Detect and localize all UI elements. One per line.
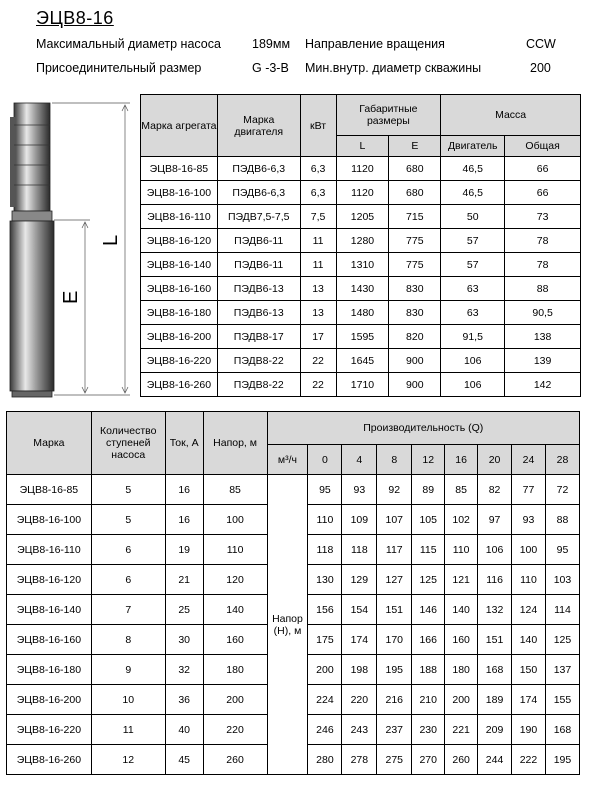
cell-mass-total: 138 xyxy=(505,325,581,349)
cell-e: 900 xyxy=(389,373,441,397)
header-mass: Масса xyxy=(441,95,581,136)
cell-mass-total: 88 xyxy=(505,277,581,301)
cell-current: 36 xyxy=(165,685,203,715)
cell-flow-value: 243 xyxy=(342,715,377,745)
header-current: Ток, А xyxy=(165,412,203,475)
cell-flow-value: 88 xyxy=(545,505,579,535)
cell-current: 25 xyxy=(165,595,203,625)
cell-e: 680 xyxy=(389,181,441,205)
cell-flow-value: 237 xyxy=(377,715,412,745)
connection-label: Присоединительный размер xyxy=(36,61,202,75)
cell-kw: 22 xyxy=(300,349,336,373)
header-motor: Марка двигателя xyxy=(217,95,300,157)
cell-head: 180 xyxy=(203,655,267,685)
cell-stages: 9 xyxy=(91,655,165,685)
cell-flow-value: 118 xyxy=(342,535,377,565)
cell-flow-value: 105 xyxy=(412,505,445,535)
cell-mark: ЭЦВ8-16-85 xyxy=(7,475,92,505)
cell-e: 715 xyxy=(389,205,441,229)
cell-flow-value: 93 xyxy=(342,475,377,505)
cell-mass-total: 78 xyxy=(505,229,581,253)
cell-flow-value: 222 xyxy=(512,745,546,775)
cell-flow-value: 168 xyxy=(478,655,512,685)
cell-current: 19 xyxy=(165,535,203,565)
cell-mark: ЭЦВ8-16-180 xyxy=(7,655,92,685)
cell-mark: ЭЦВ8-16-100 xyxy=(7,505,92,535)
cell-mark: ЭЦВ8-16-110 xyxy=(7,535,92,565)
cell-e: 680 xyxy=(389,157,441,181)
table-row xyxy=(141,277,581,301)
header-flow: 4 xyxy=(342,445,377,475)
cell-flow-value: 110 xyxy=(445,535,478,565)
cell-flow-value: 72 xyxy=(545,475,579,505)
cell-mass-motor: 46,5 xyxy=(441,157,505,181)
cell-head: 260 xyxy=(203,745,267,775)
cell-kw: 22 xyxy=(300,373,336,397)
cell-flow-value: 124 xyxy=(512,595,546,625)
cell-l: 1310 xyxy=(336,253,389,277)
table-row xyxy=(141,349,581,373)
cell-flow-value: 151 xyxy=(478,625,512,655)
max-diameter-value: 189мм xyxy=(252,37,291,51)
cell-stages: 6 xyxy=(91,565,165,595)
cell-motor: ПЭДВ6-13 xyxy=(217,277,300,301)
header-flow: 28 xyxy=(545,445,579,475)
cell-motor: ПЭДВ6-11 xyxy=(217,253,300,277)
well-diameter-label: Мин.внутр. диаметр скважины xyxy=(305,61,482,75)
rotation-value: CCW xyxy=(526,37,556,51)
header-stages: Количество ступеней насоса xyxy=(91,412,165,475)
cell-l: 1120 xyxy=(336,181,389,205)
cell-head: 200 xyxy=(203,685,267,715)
header-l: L xyxy=(336,136,389,157)
cell-current: 40 xyxy=(165,715,203,745)
cell-flow-value: 125 xyxy=(412,565,445,595)
header-flow: 8 xyxy=(377,445,412,475)
cell-current: 16 xyxy=(165,505,203,535)
cell-flow-value: 115 xyxy=(412,535,445,565)
cell-flow-value: 150 xyxy=(512,655,546,685)
cell-flow-value: 220 xyxy=(342,685,377,715)
cell-flow-value: 95 xyxy=(308,475,342,505)
cell-flow-value: 280 xyxy=(308,745,342,775)
cell-mass-motor: 63 xyxy=(441,301,505,325)
cell-kw: 6,3 xyxy=(300,157,336,181)
cell-unit: ЭЦВ8-16-200 xyxy=(141,325,218,349)
cell-flow-value: 195 xyxy=(377,655,412,685)
cell-current: 16 xyxy=(165,475,203,505)
rotation-label: Направление вращения xyxy=(305,37,445,51)
cell-flow-value: 221 xyxy=(445,715,478,745)
cell-motor: ПЭДВ7,5-7,5 xyxy=(217,205,300,229)
cell-current: 21 xyxy=(165,565,203,595)
cell-flow-value: 140 xyxy=(512,625,546,655)
cell-flow-value: 130 xyxy=(308,565,342,595)
cell-unit: ЭЦВ8-16-85 xyxy=(141,157,218,181)
table-header-row xyxy=(141,95,581,136)
cell-kw: 7,5 xyxy=(300,205,336,229)
cell-mass-total: 90,5 xyxy=(505,301,581,325)
cell-l: 1205 xyxy=(336,205,389,229)
cell-unit: ЭЦВ8-16-180 xyxy=(141,301,218,325)
cell-flow-value: 195 xyxy=(545,745,579,775)
cell-flow-value: 89 xyxy=(412,475,445,505)
cell-mass-total: 142 xyxy=(505,373,581,397)
cell-stages: 8 xyxy=(91,625,165,655)
label-l: L xyxy=(100,234,122,246)
cell-flow-value: 95 xyxy=(545,535,579,565)
cell-head: 85 xyxy=(203,475,267,505)
cell-head: 120 xyxy=(203,565,267,595)
cell-flow-value: 118 xyxy=(308,535,342,565)
cell-l: 1280 xyxy=(336,229,389,253)
performance-table xyxy=(6,411,580,775)
cell-motor: ПЭДВ6-13 xyxy=(217,301,300,325)
cell-mark: ЭЦВ8-16-220 xyxy=(7,715,92,745)
cell-l: 1120 xyxy=(336,157,389,181)
cell-unit: ЭЦВ8-16-160 xyxy=(141,277,218,301)
cell-motor: ПЭДВ6-11 xyxy=(217,229,300,253)
cell-mass-motor: 57 xyxy=(441,229,505,253)
cell-kw: 6,3 xyxy=(300,181,336,205)
cell-flow-value: 224 xyxy=(308,685,342,715)
cell-stages: 12 xyxy=(91,745,165,775)
cell-flow-value: 156 xyxy=(308,595,342,625)
header-dims: Габаритные размеры xyxy=(336,95,441,136)
cell-flow-value: 132 xyxy=(478,595,512,625)
cell-flow-value: 230 xyxy=(412,715,445,745)
header-head: Напор, м xyxy=(203,412,267,475)
cell-mass-motor: 63 xyxy=(441,277,505,301)
cell-flow-value: 174 xyxy=(342,625,377,655)
cell-flow-value: 174 xyxy=(512,685,546,715)
cell-unit: ЭЦВ8-16-120 xyxy=(141,229,218,253)
cell-motor: ПЭДВ8-22 xyxy=(217,373,300,397)
cell-flow-value: 200 xyxy=(308,655,342,685)
cell-flow-value: 270 xyxy=(412,745,445,775)
cell-mass-total: 139 xyxy=(505,349,581,373)
cell-e: 775 xyxy=(389,253,441,277)
cell-flow-value: 106 xyxy=(478,535,512,565)
cell-mark: ЭЦВ8-16-200 xyxy=(7,685,92,715)
cell-head: 100 xyxy=(203,505,267,535)
cell-flow-value: 137 xyxy=(545,655,579,685)
cell-e: 820 xyxy=(389,325,441,349)
cell-stages: 10 xyxy=(91,685,165,715)
cell-l: 1595 xyxy=(336,325,389,349)
cell-unit: ЭЦВ8-16-220 xyxy=(141,349,218,373)
cell-kw: 11 xyxy=(300,229,336,253)
cell-flow-value: 93 xyxy=(512,505,546,535)
cell-flow-value: 151 xyxy=(377,595,412,625)
cell-flow-value: 117 xyxy=(377,535,412,565)
cell-flow-value: 97 xyxy=(478,505,512,535)
header-e: E xyxy=(389,136,441,157)
header-kw: кВт xyxy=(300,95,336,157)
cell-flow-value: 175 xyxy=(308,625,342,655)
cell-l: 1710 xyxy=(336,373,389,397)
cell-flow-value: 140 xyxy=(445,595,478,625)
perf-header-row xyxy=(7,412,580,445)
table-row xyxy=(141,157,581,181)
cell-stages: 5 xyxy=(91,475,165,505)
header-flow-unit: м³/ч xyxy=(267,445,308,475)
pump-body xyxy=(10,103,54,397)
header-mass-motor: Двигатель xyxy=(441,136,505,157)
header-flow: 12 xyxy=(412,445,445,475)
table-row xyxy=(141,325,581,349)
cell-mass-motor: 46,5 xyxy=(441,181,505,205)
cell-flow-value: 189 xyxy=(478,685,512,715)
cell-head: 110 xyxy=(203,535,267,565)
header-flow: 20 xyxy=(478,445,512,475)
cell-unit: ЭЦВ8-16-140 xyxy=(141,253,218,277)
header-mark: Марка xyxy=(7,412,92,475)
cell-flow-value: 102 xyxy=(445,505,478,535)
table-row xyxy=(7,475,580,505)
header-flow: 24 xyxy=(512,445,546,475)
cell-e: 900 xyxy=(389,349,441,373)
cell-stages: 11 xyxy=(91,715,165,745)
cell-flow-value: 154 xyxy=(342,595,377,625)
cell-l: 1430 xyxy=(336,277,389,301)
cell-flow-value: 125 xyxy=(545,625,579,655)
table-row xyxy=(141,373,581,397)
cell-flow-value: 107 xyxy=(377,505,412,535)
cell-mark: ЭЦВ8-16-160 xyxy=(7,625,92,655)
label-e: E xyxy=(60,290,82,304)
cell-flow-value: 110 xyxy=(512,565,546,595)
header-productivity: Производительность (Q) xyxy=(267,412,580,445)
cell-flow-value: 209 xyxy=(478,715,512,745)
connection-value: G -3-B xyxy=(252,61,289,75)
header-unit: Марка агрегата xyxy=(141,95,218,157)
cell-kw: 11 xyxy=(300,253,336,277)
cell-mass-motor: 106 xyxy=(441,349,505,373)
table-row xyxy=(141,301,581,325)
cell-head: 160 xyxy=(203,625,267,655)
cell-e: 830 xyxy=(389,277,441,301)
cell-mass-total: 78 xyxy=(505,253,581,277)
cell-flow-value: 168 xyxy=(545,715,579,745)
cell-mark: ЭЦВ8-16-140 xyxy=(7,595,92,625)
cell-mark: ЭЦВ8-16-260 xyxy=(7,745,92,775)
cell-flow-value: 121 xyxy=(445,565,478,595)
table-row xyxy=(141,181,581,205)
cell-mass-motor: 106 xyxy=(441,373,505,397)
dimensions-table-body xyxy=(141,157,581,397)
cell-flow-value: 110 xyxy=(308,505,342,535)
table-row xyxy=(141,253,581,277)
table-row xyxy=(141,229,581,253)
cell-flow-value: 166 xyxy=(412,625,445,655)
cell-stages: 7 xyxy=(91,595,165,625)
cell-flow-value: 210 xyxy=(412,685,445,715)
cell-flow-value: 278 xyxy=(342,745,377,775)
cell-flow-value: 244 xyxy=(478,745,512,775)
cell-kw: 13 xyxy=(300,301,336,325)
cell-mass-total: 73 xyxy=(505,205,581,229)
cell-e: 775 xyxy=(389,229,441,253)
header-flow: 16 xyxy=(445,445,478,475)
cell-flow-value: 146 xyxy=(412,595,445,625)
cell-head: 140 xyxy=(203,595,267,625)
cell-flow-value: 260 xyxy=(445,745,478,775)
cell-unit: ЭЦВ8-16-100 xyxy=(141,181,218,205)
cell-flow-value: 188 xyxy=(412,655,445,685)
cell-flow-value: 127 xyxy=(377,565,412,595)
cell-motor: ПЭДВ8-22 xyxy=(217,349,300,373)
cell-unit: ЭЦВ8-16-110 xyxy=(141,205,218,229)
cell-flow-value: 160 xyxy=(445,625,478,655)
cell-flow-value: 129 xyxy=(342,565,377,595)
cell-flow-value: 77 xyxy=(512,475,546,505)
cell-stages: 5 xyxy=(91,505,165,535)
page-title: ЭЦВ8-16 xyxy=(36,8,114,28)
dimensions-table xyxy=(140,94,581,397)
header-flow: 0 xyxy=(308,445,342,475)
cell-flow-value: 109 xyxy=(342,505,377,535)
cell-mass-motor: 91,5 xyxy=(441,325,505,349)
cell-flow-value: 103 xyxy=(545,565,579,595)
cell-current: 45 xyxy=(165,745,203,775)
cell-flow-value: 92 xyxy=(377,475,412,505)
cell-l: 1480 xyxy=(336,301,389,325)
cell-flow-value: 216 xyxy=(377,685,412,715)
cell-mass-motor: 57 xyxy=(441,253,505,277)
performance-table-body xyxy=(7,475,580,775)
cell-flow-value: 190 xyxy=(512,715,546,745)
cell-mass-total: 66 xyxy=(505,157,581,181)
cell-flow-value: 85 xyxy=(445,475,478,505)
cell-flow-value: 275 xyxy=(377,745,412,775)
max-diameter-label: Максимальный диаметр насоса xyxy=(36,37,221,51)
cell-flow-value: 246 xyxy=(308,715,342,745)
header-mass-total: Общая xyxy=(505,136,581,157)
cell-mass-motor: 50 xyxy=(441,205,505,229)
pump-diagram xyxy=(0,95,140,405)
dimension-lines xyxy=(52,103,130,395)
cell-motor: ПЭДВ8-17 xyxy=(217,325,300,349)
cell-flow-value: 82 xyxy=(478,475,512,505)
cell-head: 220 xyxy=(203,715,267,745)
cell-kw: 17 xyxy=(300,325,336,349)
cell-e: 830 xyxy=(389,301,441,325)
cell-current: 30 xyxy=(165,625,203,655)
cell-stages: 6 xyxy=(91,535,165,565)
table-row xyxy=(141,205,581,229)
cell-flow-value: 198 xyxy=(342,655,377,685)
cell-l: 1645 xyxy=(336,349,389,373)
cell-mass-total: 66 xyxy=(505,181,581,205)
cell-motor: ПЭДВ6-6,3 xyxy=(217,181,300,205)
cell-kw: 13 xyxy=(300,277,336,301)
cell-flow-value: 116 xyxy=(478,565,512,595)
cell-flow-value: 180 xyxy=(445,655,478,685)
cell-flow-value: 200 xyxy=(445,685,478,715)
cell-current: 32 xyxy=(165,655,203,685)
cell-unit: ЭЦВ8-16-260 xyxy=(141,373,218,397)
head-axis-label: Напор (Н), м xyxy=(267,475,308,775)
cell-flow-value: 155 xyxy=(545,685,579,715)
well-diameter-value: 200 xyxy=(530,61,551,75)
cell-mark: ЭЦВ8-16-120 xyxy=(7,565,92,595)
cell-flow-value: 170 xyxy=(377,625,412,655)
cell-flow-value: 100 xyxy=(512,535,546,565)
cell-flow-value: 114 xyxy=(545,595,579,625)
cell-motor: ПЭДВ6-6,3 xyxy=(217,157,300,181)
